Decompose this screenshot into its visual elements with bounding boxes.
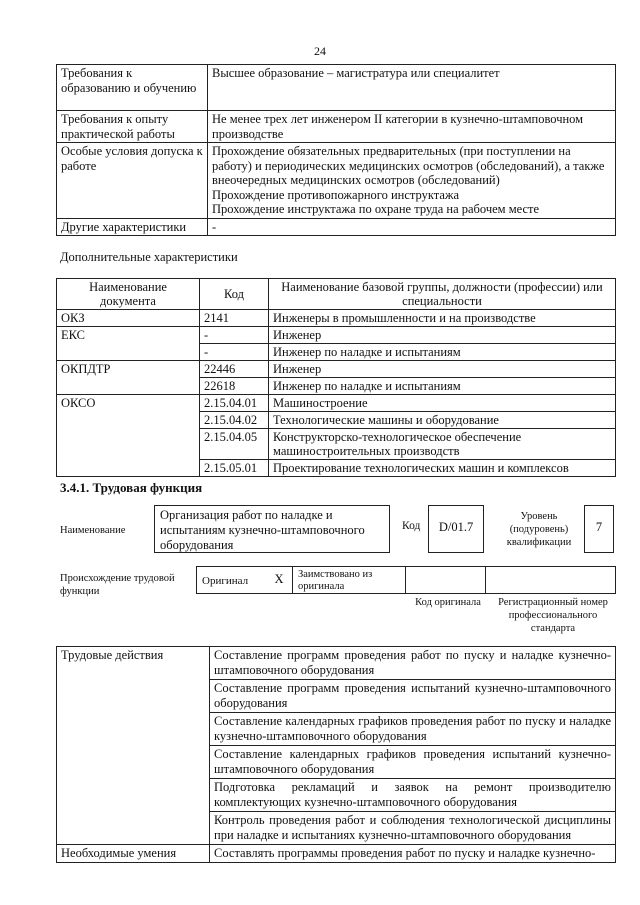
skills-label: Необходимые умения — [57, 845, 210, 863]
header-code: Код — [200, 279, 269, 310]
duties-table — [56, 646, 616, 863]
code-cell: 2.15.04.02 — [200, 412, 269, 429]
borrowed-label: Заимствовано из оригинала — [292, 566, 406, 594]
code-cell: - — [200, 344, 269, 361]
reg-number-caption: Регистрационный номер профессионального стандарта — [498, 597, 608, 634]
code-cell: - — [200, 327, 269, 344]
labor-action: Контроль проведения работ и соблюдения технологической дисциплины при наладке и испытаниях кузнечно-штамповочного оборудования — [210, 812, 616, 845]
original-mark: X — [266, 566, 292, 594]
table-row — [57, 218, 616, 236]
origin-label: Происхождение трудовой функции — [60, 573, 175, 597]
additional-title: Дополнительные характеристики — [60, 250, 238, 264]
req-value: Не менее трех лет инженером II категории в кузнечно-штамповочном производстве — [208, 111, 616, 143]
name-cell: Технологические машины и оборудование — [269, 412, 616, 429]
code-value: D/01.7 — [428, 505, 484, 553]
req-label: Особые условия допуска к работе — [57, 143, 208, 219]
req-label: Требования к опыту практической работы — [57, 111, 208, 143]
additional-table — [56, 278, 616, 477]
code-label: Код — [402, 520, 421, 532]
function-heading: 3.4.1. Трудовая функция — [60, 480, 203, 495]
table-row — [57, 143, 616, 219]
function-name-label: Наименование — [60, 525, 126, 536]
doc-cell: ОКЗ — [57, 310, 200, 327]
table-row — [57, 327, 616, 344]
labor-action: Составление программ проведения работ по пуску и наладке кузнечно-штамповочного оборудования — [210, 647, 616, 680]
code-cell: 22618 — [200, 378, 269, 395]
labor-action: Составление календарных графиков проведения испытаний кузнечно-штамповочного оборудования — [210, 746, 616, 779]
name-cell: Проектирование технологических машин и комплексов — [269, 460, 616, 477]
header-name: Наименование базовой группы, должности (профессии) или специальности — [269, 279, 616, 310]
name-cell: Инженер по наладке и испытаниям — [269, 378, 616, 395]
level-label: Уровень (подуровень) квалификации — [506, 511, 572, 548]
code-cell: 2.15.05.01 — [200, 460, 269, 477]
doc-cell: ОКСО — [57, 395, 200, 477]
req-label: Требования к образованию и обучению — [57, 65, 208, 111]
code-cell: 2.15.04.05 — [200, 429, 269, 460]
doc-cell: ЕКС — [57, 327, 200, 361]
name-cell: Машиностроение — [269, 395, 616, 412]
table-row — [57, 361, 616, 378]
reg-number-box — [486, 566, 616, 594]
name-cell: Инженер — [269, 361, 616, 378]
labor-action: Составление программ проведения испытаний кузнечно-штамповочного оборудования — [210, 680, 616, 713]
table-row — [57, 395, 616, 412]
table-row — [57, 845, 616, 863]
doc-cell: ОКПДТР — [57, 361, 200, 395]
name-cell: Инженер по наладке и испытаниям — [269, 344, 616, 361]
name-cell: Инженеры в промышленности и на производстве — [269, 310, 616, 327]
name-cell: Инженер — [269, 327, 616, 344]
level-value: 7 — [584, 505, 614, 553]
table-row — [57, 111, 616, 143]
labor-action: Подготовка рекламаций и заявок на ремонт производителю комплектующих кузнечно-штамповочного оборудования — [210, 779, 616, 812]
table-row — [57, 310, 616, 327]
code-original-caption: Код оригинала — [415, 597, 481, 608]
function-name-value: Организация работ по наладке и испытаниям кузнечно-штамповочного оборудования — [154, 505, 390, 553]
code-original-box — [406, 566, 486, 594]
req-value: Высшее образование – магистратура или специалитет — [208, 65, 616, 111]
table-row — [57, 647, 616, 680]
skill: Составлять программы проведения работ по пуску и наладке кузнечно- — [210, 845, 616, 863]
labor-actions-label: Трудовые действия — [57, 647, 210, 845]
header-doc: Наименование документа — [57, 279, 200, 310]
table-row — [57, 65, 616, 111]
page-number: 24 — [314, 44, 326, 58]
req-line: Прохождение обязательных предварительных (при поступлении на работу) и периодических медицинских осмотров (обследований), а также внеочередных медицинских осмотров (обследований) — [212, 144, 605, 187]
req-value: - — [208, 218, 616, 236]
original-label: Оригинал — [196, 566, 266, 594]
name-cell: Конструкторско-технологическое обеспечение машиностроительных производств — [269, 429, 616, 460]
req-label: Другие характеристики — [57, 218, 208, 236]
code-cell: 22446 — [200, 361, 269, 378]
code-cell: 2.15.04.01 — [200, 395, 269, 412]
labor-action: Составление календарных графиков проведения работ по пуску и наладке кузнечно-штамповочного оборудования — [210, 713, 616, 746]
req-line: Прохождение противопожарного инструктажа — [212, 187, 460, 202]
requirements-table — [56, 64, 616, 236]
code-cell: 2141 — [200, 310, 269, 327]
req-line: Прохождение инструктажа по охране труда на рабочем месте — [212, 202, 540, 216]
table-header — [57, 279, 616, 310]
req-value — [208, 143, 616, 219]
